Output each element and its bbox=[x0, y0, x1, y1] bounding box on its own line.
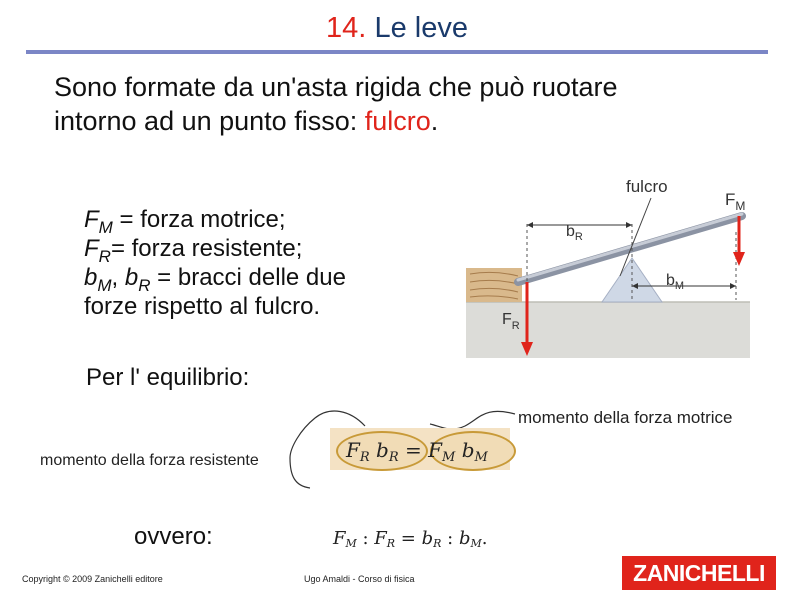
lever-figure bbox=[466, 170, 756, 360]
title-rule bbox=[26, 50, 768, 54]
moment-resistant-label: momento della forza resistente bbox=[40, 452, 259, 469]
def-b-text: = bracci delle due bbox=[150, 264, 346, 291]
title-text: Le leve bbox=[374, 12, 468, 44]
author-text: Ugo Amaldi - Corso di fisica bbox=[304, 574, 415, 584]
definitions bbox=[84, 205, 346, 321]
ratio-equation: $F_M$ : $F_R = b_R$ : $b_M$. bbox=[333, 528, 488, 550]
intro-paragraph bbox=[54, 70, 774, 138]
def-sep: , bbox=[111, 264, 125, 291]
copyright-text: Copyright © 2009 Zanichelli editore bbox=[22, 574, 163, 584]
def-fm-symbol: F bbox=[84, 206, 99, 233]
def-bm-symbol: b bbox=[84, 264, 98, 291]
def-last: forze rispetto al fulcro. bbox=[84, 293, 321, 320]
page-title bbox=[0, 12, 794, 45]
def-fr-symbol: F bbox=[84, 235, 99, 262]
bm-label: $b_M$ bbox=[666, 272, 685, 292]
def-fr-text: = forza resistente; bbox=[110, 235, 303, 262]
motrice-connector bbox=[430, 411, 515, 429]
intro-line-2-text: intorno ad un punto fisso: bbox=[54, 106, 365, 136]
equilibrium-equation: $F_R$ $b_R = F_M$ $b_M$ bbox=[346, 438, 488, 465]
intro-line-1: Sono formate da un'asta rigida che può ruotare bbox=[54, 72, 618, 102]
fr-label: $F_R$ bbox=[502, 311, 520, 332]
intro-period: . bbox=[430, 106, 439, 136]
fulcro-highlight: fulcro bbox=[364, 106, 431, 136]
wood-block bbox=[466, 268, 522, 302]
def-br-sub: R bbox=[138, 276, 151, 295]
zanichelli-logo: ZANICHELLI bbox=[622, 556, 776, 590]
ovvero-label: ovvero: bbox=[134, 523, 213, 550]
def-fr-sub: R bbox=[98, 247, 111, 266]
equilibrium-label: Per l' equilibrio: bbox=[86, 364, 250, 391]
def-fr bbox=[84, 234, 346, 266]
intro-line-2 bbox=[54, 104, 774, 138]
moment-motrice-label: momento della forza motrice bbox=[518, 408, 733, 427]
def-fm-sub: M bbox=[98, 218, 113, 237]
def-fm bbox=[84, 205, 346, 237]
def-br-symbol: b bbox=[124, 264, 139, 291]
br-label: $b_R$ bbox=[566, 223, 583, 243]
fm-label: $F_M$ bbox=[725, 190, 746, 213]
def-b bbox=[84, 263, 346, 295]
def-bm-sub: M bbox=[97, 276, 112, 295]
def-fm-text: = forza motrice; bbox=[112, 206, 286, 233]
fulcro-label: fulcro bbox=[626, 177, 668, 196]
title-number: 14. bbox=[326, 12, 367, 44]
